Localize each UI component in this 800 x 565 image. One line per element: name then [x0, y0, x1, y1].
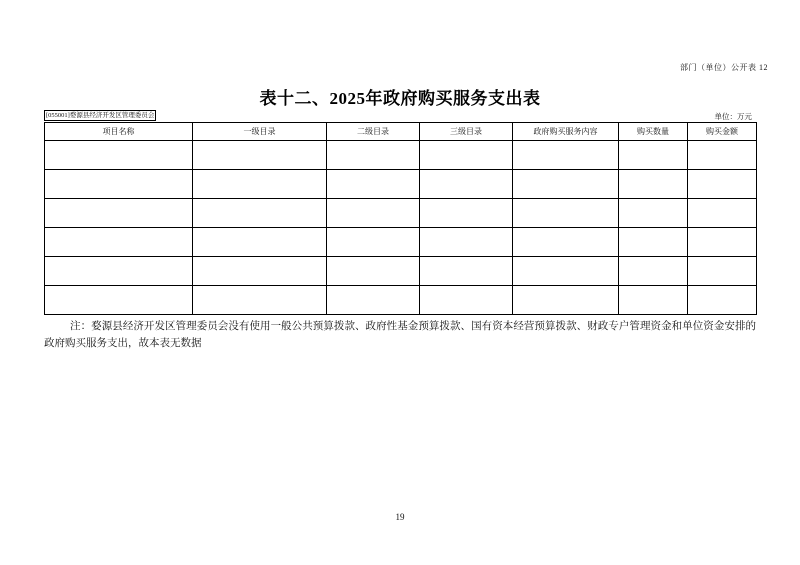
column-header-project-name: 项目名称 — [45, 123, 193, 141]
column-header-amount: 购买金额 — [688, 123, 757, 141]
table-cell — [513, 257, 619, 286]
table-cell — [513, 228, 619, 257]
page-number: 19 — [395, 512, 405, 522]
table-cell — [193, 228, 327, 257]
table-cell — [688, 228, 757, 257]
table-cell — [420, 141, 513, 170]
column-header-level3: 三级目录 — [420, 123, 513, 141]
table-cell — [45, 228, 193, 257]
table-note — [44, 318, 756, 352]
table-cell — [45, 141, 193, 170]
table-cell — [45, 257, 193, 286]
table-cell — [327, 199, 420, 228]
table-row — [45, 286, 757, 315]
table-cell — [513, 199, 619, 228]
table-cell — [327, 286, 420, 315]
table-cell — [193, 199, 327, 228]
table-cell — [420, 286, 513, 315]
table-cell — [619, 170, 688, 199]
table-cell — [45, 286, 193, 315]
column-header-quantity: 购买数量 — [619, 123, 688, 141]
page-title: 表十二、2025年政府购买服务支出表 — [259, 89, 541, 108]
table-cell — [193, 141, 327, 170]
table-cell — [420, 170, 513, 199]
form-code-label: 部门（单位）公开表 12 — [680, 63, 768, 72]
table-cell — [45, 170, 193, 199]
table-cell — [327, 257, 420, 286]
table-row — [45, 170, 757, 199]
unit-code-label: [055001]婺源县经济开发区管理委员会 — [46, 112, 155, 119]
unit-measure-label: 单位：万元 — [714, 112, 752, 121]
table-cell — [513, 286, 619, 315]
table-cell — [420, 199, 513, 228]
table-cell — [193, 257, 327, 286]
table-cell — [688, 199, 757, 228]
table-cell — [513, 170, 619, 199]
table-cell — [513, 141, 619, 170]
table-cell — [619, 228, 688, 257]
table-row — [45, 141, 757, 170]
table-cell — [420, 228, 513, 257]
table-cell — [688, 141, 757, 170]
table-cell — [619, 286, 688, 315]
table-cell — [193, 170, 327, 199]
table-row — [45, 228, 757, 257]
table-cell — [619, 257, 688, 286]
table-cell — [619, 141, 688, 170]
table-cell — [688, 170, 757, 199]
table-row — [45, 257, 757, 286]
table-cell — [45, 199, 193, 228]
table-header-row — [45, 123, 757, 141]
table-body — [45, 141, 757, 315]
table-cell — [688, 257, 757, 286]
table-cell — [327, 228, 420, 257]
table-cell — [193, 286, 327, 315]
table-cell — [420, 257, 513, 286]
table-row — [45, 199, 757, 228]
table-cell — [327, 141, 420, 170]
table-cell — [327, 170, 420, 199]
government-purchase-service-table — [44, 122, 757, 315]
note-text: 注：婺源县经济开发区管理委员会没有使用一般公共预算拨款、政府性基金预算拨款、国有资本经营预算拨款、财政专户管理资金和单位资金安排的政府购买服务支出，故本表无数据 — [44, 321, 756, 349]
table-cell — [688, 286, 757, 315]
column-header-level1: 一级目录 — [193, 123, 327, 141]
table-cell — [619, 199, 688, 228]
column-header-level2: 二级目录 — [327, 123, 420, 141]
table-header — [45, 123, 757, 141]
column-header-service-content: 政府购买服务内容 — [513, 123, 619, 141]
